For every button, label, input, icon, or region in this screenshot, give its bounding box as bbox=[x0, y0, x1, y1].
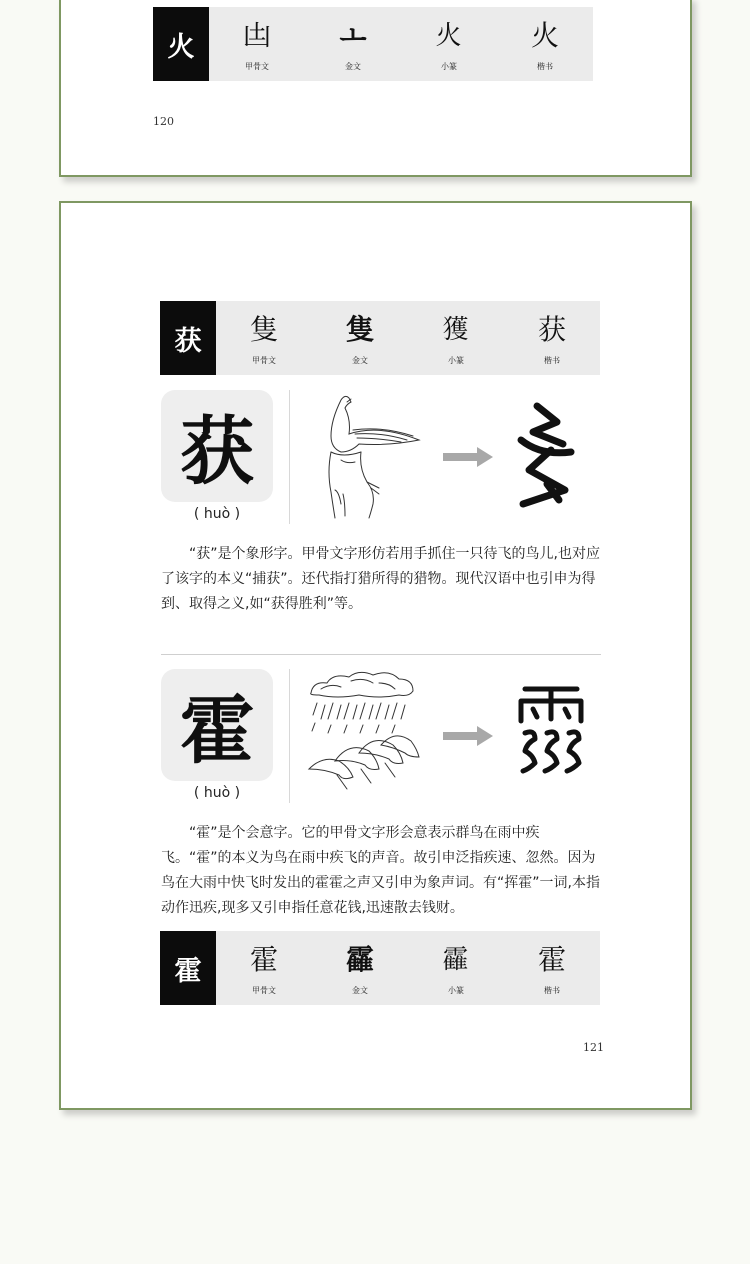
page-120 bbox=[59, 0, 692, 177]
script-form-regular bbox=[504, 931, 600, 1005]
script-label: 楷书 bbox=[537, 62, 553, 71]
section-divider bbox=[161, 654, 601, 655]
divider bbox=[289, 669, 290, 803]
script-evolution-strip-huo-capture bbox=[160, 301, 600, 375]
seal-glyph: 火 bbox=[435, 21, 463, 51]
divider bbox=[289, 390, 290, 524]
pinyin: ( huò ) bbox=[193, 506, 241, 522]
regular-glyph: 霍 bbox=[537, 943, 566, 976]
script-label: 金文 bbox=[345, 62, 361, 71]
script-evolution-strip-huo-fire bbox=[153, 7, 593, 81]
script-form-bronze bbox=[312, 301, 408, 375]
script-form-regular bbox=[504, 301, 600, 375]
oracle-glyph: 霍 bbox=[249, 943, 278, 976]
strip-head-character: 霍 bbox=[160, 931, 216, 1005]
oracle-glyph: 凷 bbox=[242, 19, 271, 52]
script-label: 小篆 bbox=[441, 62, 457, 71]
bronze-glyph: ㅗ bbox=[339, 19, 367, 52]
script-form-seal bbox=[408, 931, 504, 1005]
description-huo-capture: “获”是个象形字。甲骨文字形仿若用手抓住一只待飞的鸟儿,也对应了该字的本义“捕获”。还代指打猎所得的猎物。现代汉语中也引申为得到、取得之义,如“获得胜利”等。 bbox=[161, 546, 600, 612]
hand-holding-bird-illustration bbox=[301, 390, 431, 520]
script-form-oracle bbox=[216, 931, 312, 1005]
script-form-seal bbox=[401, 7, 497, 81]
script-form-oracle bbox=[209, 7, 305, 81]
strip-head-character: 火 bbox=[153, 7, 209, 81]
script-label: 小篆 bbox=[448, 356, 464, 365]
arrow-right-icon bbox=[443, 446, 493, 468]
arrow-right-icon bbox=[443, 725, 493, 747]
strip-head-character: 获 bbox=[160, 301, 216, 375]
script-form-bronze bbox=[312, 931, 408, 1005]
script-label: 甲骨文 bbox=[245, 62, 269, 71]
entry-huo-capture bbox=[161, 390, 601, 530]
birds-in-rain-illustration bbox=[301, 669, 431, 799]
entry-huo-rain-birds bbox=[161, 669, 601, 809]
seal-glyph: 靃 bbox=[442, 945, 470, 975]
character-card: 霍 bbox=[161, 669, 273, 781]
oracle-bone-glyph-huo-capture bbox=[511, 400, 591, 512]
script-label: 金文 bbox=[352, 356, 368, 365]
regular-glyph: 火 bbox=[530, 19, 559, 52]
script-label: 楷书 bbox=[544, 986, 560, 995]
script-form-regular bbox=[497, 7, 593, 81]
script-label: 小篆 bbox=[448, 986, 464, 995]
bronze-glyph: 隻 bbox=[345, 313, 374, 346]
script-label: 甲骨文 bbox=[252, 356, 276, 365]
oracle-bone-glyph-huo-rain-birds bbox=[511, 679, 591, 791]
script-label: 楷书 bbox=[544, 356, 560, 365]
script-form-bronze bbox=[305, 7, 401, 81]
script-label: 金文 bbox=[352, 986, 368, 995]
character-card: 获 bbox=[161, 390, 273, 502]
regular-glyph: 获 bbox=[537, 313, 566, 346]
script-evolution-strip-huo-rain-birds bbox=[160, 931, 600, 1005]
page-121 bbox=[59, 201, 692, 1110]
bronze-glyph: 靃 bbox=[345, 943, 374, 976]
script-form-seal bbox=[408, 301, 504, 375]
oracle-glyph: 隻 bbox=[249, 313, 278, 346]
script-label: 甲骨文 bbox=[252, 986, 276, 995]
seal-glyph: 獲 bbox=[442, 315, 470, 345]
page-number: 120 bbox=[153, 115, 174, 128]
description-huo-rain-birds: “霍”是个会意字。它的甲骨文字形会意表示群鸟在雨中疾飞。“霍”的本义为鸟在雨中疾飞的声音。故引申泛指疾速、忽然。因为鸟在大雨中快飞时发出的霍霍之声又引申为象声词。有“挥霍”一词,本指动作迅疾,现多又引申指任意花钱,迅速散去钱财。 bbox=[161, 825, 600, 916]
pinyin: ( huò ) bbox=[193, 785, 241, 801]
page-number: 121 bbox=[583, 1041, 604, 1054]
script-form-oracle bbox=[216, 301, 312, 375]
